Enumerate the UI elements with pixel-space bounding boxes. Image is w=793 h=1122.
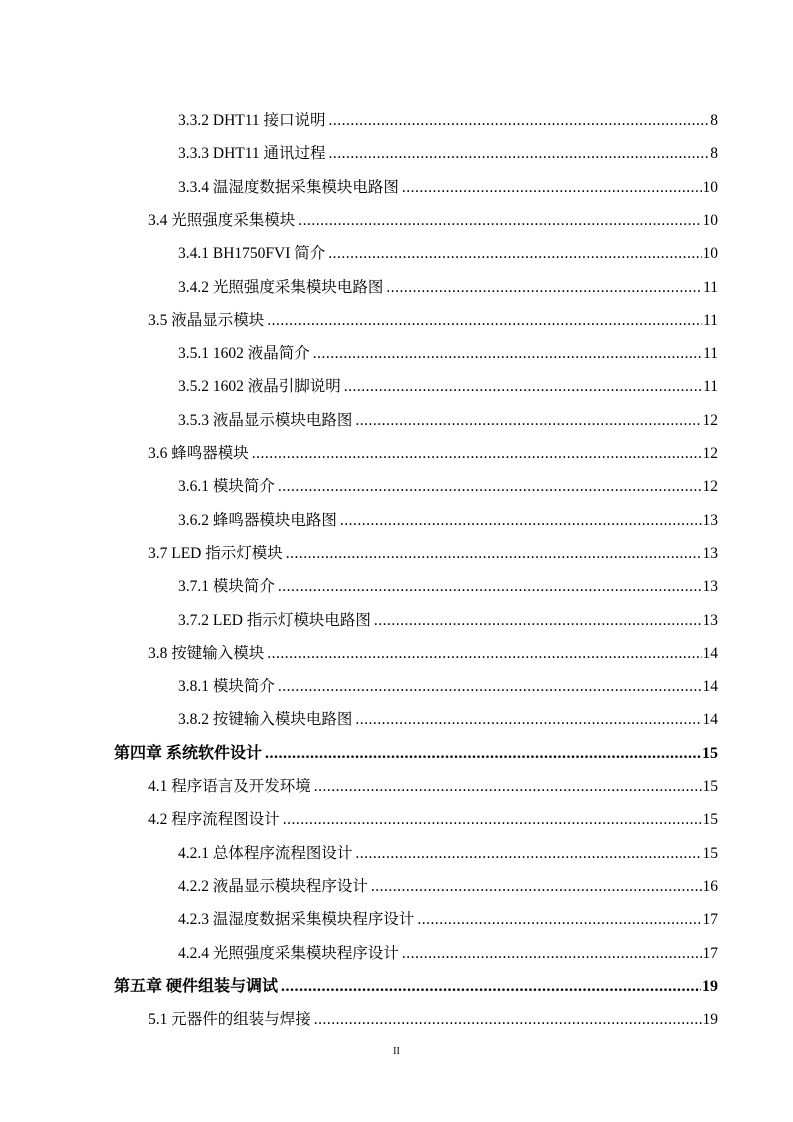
toc-entry-page: 13	[702, 511, 718, 529]
toc-entry-label: 3.3.3 DHT11 通讯过程	[178, 145, 326, 163]
toc-leader-dots	[339, 511, 702, 531]
toc-entry-page: 10	[702, 245, 718, 263]
toc-entry[interactable]	[0, 398, 793, 431]
toc-leader-dots	[251, 444, 702, 464]
toc-entry-label: 4.2.3 温湿度数据采集模块程序设计	[178, 911, 415, 929]
toc-leader-dots	[313, 777, 702, 797]
toc-entry-page: 14	[702, 678, 718, 696]
toc-entry[interactable]	[0, 797, 793, 830]
toc-leader-dots	[277, 577, 702, 597]
toc-entry[interactable]	[0, 897, 793, 930]
toc-entry[interactable]	[0, 931, 793, 964]
toc-entry-page: 15	[702, 778, 718, 795]
toc-entry-page: 8	[710, 112, 718, 129]
toc-entry-label: 3.6.2 蜂鸣器模块电路图	[178, 511, 337, 529]
toc-leader-dots	[343, 377, 702, 397]
toc-entry[interactable]	[0, 431, 793, 464]
page-number: II	[393, 1046, 400, 1057]
toc-entry-page: 14	[702, 711, 718, 729]
toc-entry-label: 3.4.1 BH1750FVI 简介	[178, 245, 326, 263]
toc-entry[interactable]	[0, 564, 793, 597]
toc-entry-page: 13	[702, 544, 718, 562]
toc-leader-dots	[354, 710, 701, 730]
toc-entry-page: 11	[703, 278, 718, 296]
toc-leader-dots	[373, 611, 702, 631]
toc-entry-label: 3.3.2 DHT11 接口说明	[178, 112, 326, 129]
toc-leader-dots	[266, 644, 701, 664]
toc-leader-dots	[313, 1010, 702, 1030]
toc-entry-label: 3.7.2 LED 指示灯模块电路图	[178, 611, 371, 629]
toc-entry-label: 4.2.1 总体程序流程图设计	[178, 844, 353, 862]
toc-chapter-entry[interactable]	[0, 731, 793, 764]
toc-leader-dots	[385, 278, 702, 298]
toc-entry[interactable]	[0, 764, 793, 797]
toc-entry-label: 5.1 元器件的组装与焊接	[148, 1011, 311, 1029]
toc-leader-dots	[297, 211, 701, 231]
toc-entry-label: 3.5.1 1602 液晶简介	[178, 345, 310, 363]
toc-entry-label: 第四章 系统软件设计	[114, 744, 263, 762]
toc-entry-page: 10	[702, 178, 718, 196]
toc-entry[interactable]	[0, 231, 793, 264]
toc-entry[interactable]	[0, 265, 793, 298]
toc-entry-label: 4.2.4 光照强度采集模块程序设计	[178, 944, 399, 962]
toc-entry[interactable]	[0, 531, 793, 564]
toc-leader-dots	[277, 477, 702, 497]
toc-entry[interactable]	[0, 831, 793, 864]
toc-entry[interactable]	[0, 631, 793, 664]
toc-entry-page: 13	[702, 611, 718, 629]
toc-entry-label: 3.5 液晶显示模块	[148, 311, 265, 329]
toc-entry-page: 12	[702, 478, 718, 496]
toc-entry-label: 3.8.1 模块简介	[178, 678, 275, 696]
toc-leader-dots	[354, 411, 701, 431]
toc-leader-dots	[264, 744, 701, 764]
toc-entry-label: 3.6.1 模块简介	[178, 478, 275, 496]
toc-entry-page: 12	[702, 445, 718, 462]
toc-entry-label: 4.2.2 液晶显示模块程序设计	[178, 877, 368, 895]
toc-leader-dots	[266, 311, 702, 331]
toc-entry-label: 3.7 LED 指示灯模块	[148, 544, 283, 562]
toc-entry[interactable]	[0, 697, 793, 730]
toc-leader-dots	[280, 977, 701, 997]
toc-entry[interactable]	[0, 198, 793, 231]
toc-leader-dots	[277, 677, 702, 697]
toc-entry-label: 3.4 光照强度采集模块	[148, 211, 296, 229]
toc-entry-page: 11	[703, 378, 718, 396]
toc-entry[interactable]	[0, 298, 793, 331]
toc-entry-page: 13	[702, 578, 718, 596]
toc-leader-dots	[401, 178, 702, 198]
toc-entry-page: 14	[702, 644, 718, 662]
toc-entry-label: 3.3.4 温湿度数据采集模块电路图	[178, 178, 399, 196]
toc-entry-page: 17	[702, 911, 718, 929]
toc-entry[interactable]	[0, 464, 793, 497]
toc-entry[interactable]	[0, 131, 793, 164]
toc-entry-page: 10	[702, 211, 718, 229]
toc-leader-dots	[328, 111, 710, 131]
toc-entry-label: 4.2 程序流程图设计	[148, 811, 280, 829]
toc-entry-page: 8	[710, 145, 718, 163]
toc-entry-page: 17	[702, 944, 718, 962]
toc-chapter-entry[interactable]	[0, 964, 793, 997]
toc-leader-dots	[312, 344, 702, 364]
toc-entry[interactable]	[0, 165, 793, 198]
toc-leader-dots	[401, 944, 702, 964]
toc-leader-dots	[282, 810, 702, 830]
toc-entry[interactable]	[0, 498, 793, 531]
toc-entry-page: 19	[702, 1011, 718, 1029]
toc-entry-label: 3.8.2 按键输入模块电路图	[178, 711, 353, 729]
toc-entry-page: 12	[702, 411, 718, 429]
toc-leader-dots	[416, 910, 701, 930]
toc-leader-dots	[328, 144, 710, 164]
toc-entry[interactable]	[0, 997, 793, 1030]
toc-entry[interactable]	[0, 664, 793, 697]
toc-entry[interactable]	[0, 331, 793, 364]
toc-entry-page: 15	[702, 844, 718, 862]
toc-leader-dots	[285, 544, 702, 564]
toc-entry-label: 3.4.2 光照强度采集模块电路图	[178, 278, 384, 296]
toc-entry-label: 4.1 程序语言及开发环境	[148, 778, 311, 795]
toc-entry-page: 19	[702, 977, 718, 995]
toc-entry-page: 11	[703, 311, 718, 329]
toc-entry-page: 11	[703, 345, 718, 363]
toc-entry-label: 3.6 蜂鸣器模块	[148, 445, 249, 462]
toc-entry-label: 3.5.2 1602 液晶引脚说明	[178, 378, 341, 396]
toc-entry-label: 3.5.3 液晶显示模块电路图	[178, 411, 353, 429]
toc-leader-dots	[354, 844, 701, 864]
toc-entry[interactable]	[0, 864, 793, 897]
toc-entry-label: 3.7.1 模块简介	[178, 578, 275, 596]
toc-entry-page: 15	[702, 744, 718, 762]
toc-entry-page: 16	[702, 877, 718, 895]
toc-leader-dots	[370, 877, 702, 897]
toc-entry[interactable]	[0, 364, 793, 397]
toc-entry-label: 3.8 按键输入模块	[148, 644, 265, 662]
toc-entry[interactable]	[0, 598, 793, 631]
toc-leader-dots	[327, 244, 701, 264]
toc-entry-label: 第五章 硬件组装与调试	[114, 977, 279, 995]
toc-entry-page: 15	[702, 811, 718, 829]
toc-entry[interactable]	[0, 98, 793, 131]
